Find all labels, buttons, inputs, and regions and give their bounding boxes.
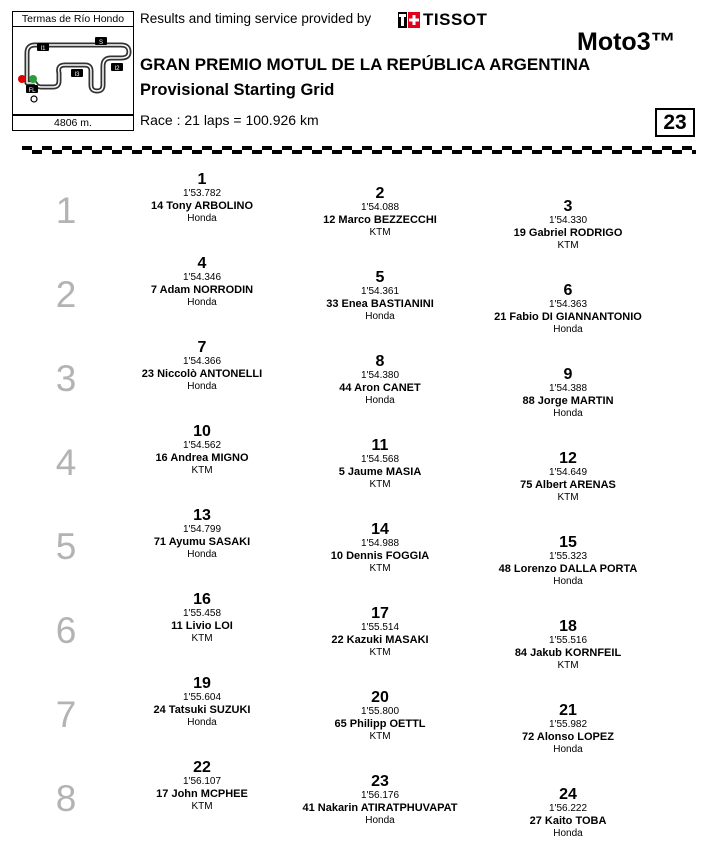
grid-position: 6 — [563, 282, 573, 299]
team-name: Honda — [553, 744, 583, 755]
lap-time: 1'54.388 — [548, 383, 588, 394]
brand-name: TISSOT — [423, 10, 488, 29]
compass-icon — [31, 96, 37, 102]
team-name: Honda — [187, 297, 217, 308]
team-name: KTM — [369, 647, 391, 658]
team-name: KTM — [369, 731, 391, 742]
grid-slot — [102, 255, 302, 309]
sector-label: FL — [28, 88, 36, 94]
lap-time: 1'55.323 — [548, 551, 588, 562]
grid-position: 7 — [197, 339, 207, 356]
team-name: KTM — [191, 465, 213, 476]
finish-marker-icon — [29, 75, 37, 83]
team-name: Honda — [553, 576, 583, 587]
team-name: KTM — [369, 479, 391, 490]
lap-time: 1'54.988 — [360, 538, 400, 549]
lap-time: 1'54.361 — [360, 286, 400, 297]
grid-slot — [468, 534, 668, 588]
lap-time: 1'54.088 — [360, 202, 400, 213]
lap-time: 1'55.604 — [182, 692, 222, 703]
grid-slot — [280, 269, 480, 323]
grid-position: 15 — [559, 534, 577, 551]
grid-slot — [280, 353, 480, 407]
sector-label: I3 — [74, 72, 80, 78]
lap-time: 1'54.799 — [182, 524, 222, 535]
lap-time: 1'54.649 — [548, 467, 588, 478]
service-text: Results and timing service provided by — [140, 11, 372, 26]
grid-slot — [280, 437, 480, 491]
grid-position: 8 — [375, 353, 385, 370]
grid-row-number: 4 — [55, 442, 77, 483]
track-name: Termas de Río Hondo — [12, 11, 134, 27]
team-name: KTM — [191, 801, 213, 812]
lap-time: 1'55.800 — [360, 706, 400, 717]
lap-time: 1'54.380 — [360, 370, 400, 381]
lap-time: 1'55.516 — [548, 635, 588, 646]
tissot-logo — [398, 10, 487, 30]
team-name: KTM — [191, 633, 213, 644]
grid-slot — [102, 759, 302, 813]
rider-name: 11 Livio LOI — [171, 620, 233, 632]
lap-time: 1'55.982 — [548, 719, 588, 730]
team-name: Honda — [187, 213, 217, 224]
grid-position: 14 — [371, 521, 389, 538]
team-name: KTM — [557, 240, 579, 251]
rider-name: 16 Andrea MIGNO — [155, 452, 249, 464]
team-name: KTM — [369, 227, 391, 238]
grid-slot — [280, 689, 480, 743]
rider-name: 7 Adam NORRODIN — [150, 284, 254, 296]
grid-position: 11 — [371, 437, 389, 454]
rider-name: 17 John MCPHEE — [156, 788, 248, 800]
rider-name: 27 Kaito TOBA — [529, 815, 607, 827]
start-marker-icon — [18, 75, 26, 83]
grid-slot — [468, 618, 668, 672]
rider-name: 33 Enea BASTIANINI — [326, 298, 434, 310]
lap-time: 1'53.782 — [182, 188, 222, 199]
sector-label: I1 — [40, 46, 46, 52]
grid-position: 22 — [193, 759, 211, 776]
grid-row-number: 8 — [55, 778, 77, 819]
grid-slot — [280, 605, 480, 659]
grid-row-number: 2 — [55, 274, 77, 315]
rider-name: 48 Lorenzo DALLA PORTA — [498, 563, 638, 575]
grid-position: 10 — [193, 423, 211, 440]
grid-position: 4 — [197, 255, 207, 272]
grid-position: 17 — [371, 605, 389, 622]
team-name: Honda — [365, 311, 395, 322]
rider-name: 71 Ayumu SASAKI — [153, 536, 251, 548]
team-name: Honda — [553, 324, 583, 335]
track-map — [12, 25, 134, 115]
grid-slot — [102, 339, 302, 393]
grid-slot — [468, 702, 668, 756]
sector-label: I2 — [114, 66, 120, 72]
grid-slot — [468, 786, 668, 840]
lap-time: 1'54.346 — [182, 272, 222, 283]
grid-position: 21 — [559, 702, 577, 719]
grid-row-number: 1 — [55, 190, 77, 231]
rider-name: 10 Dennis FOGGIA — [330, 550, 430, 562]
lap-time: 1'54.363 — [548, 299, 588, 310]
grid-position: 18 — [559, 618, 577, 635]
checkered-divider — [22, 146, 696, 154]
rider-name: 75 Albert ARENAS — [520, 479, 616, 491]
grid-row-number: 5 — [55, 526, 77, 567]
team-name: Honda — [187, 717, 217, 728]
session-title: Provisional Starting Grid — [140, 81, 335, 99]
lap-time: 1'54.366 — [182, 356, 222, 367]
team-name: KTM — [369, 563, 391, 574]
grid-position: 3 — [563, 198, 573, 215]
grid-position: 16 — [193, 591, 211, 608]
team-name: Honda — [553, 828, 583, 839]
track-map-icon — [13, 25, 133, 114]
lap-time: 1'54.330 — [548, 215, 588, 226]
class-name: Moto3™ — [577, 28, 676, 56]
rider-name: 14 Tony ARBOLINO — [150, 200, 254, 212]
grid-slot — [280, 521, 480, 575]
team-name: Honda — [187, 549, 217, 560]
grid-position: 1 — [197, 171, 207, 188]
team-name: Honda — [187, 381, 217, 392]
rider-name: 24 Tatsuki SUZUKI — [153, 704, 251, 716]
team-name: Honda — [553, 408, 583, 419]
grid-position: 19 — [193, 675, 211, 692]
grid-slot — [102, 591, 302, 645]
team-name: Honda — [365, 395, 395, 406]
lap-time: 1'54.568 — [360, 454, 400, 465]
rider-name: 22 Kazuki MASAKI — [331, 634, 429, 646]
grid-slot — [280, 773, 480, 827]
grid-slot — [280, 185, 480, 239]
rider-name: 41 Nakarin ATIRATPHUVAPAT — [302, 802, 458, 814]
rider-name: 23 Niccolò ANTONELLI — [141, 368, 263, 380]
grid-slot — [102, 423, 302, 477]
lap-time: 1'56.176 — [360, 790, 400, 801]
grid-slot — [468, 282, 668, 336]
grid-position: 2 — [375, 185, 385, 202]
lap-time: 1'55.514 — [360, 622, 400, 633]
grid-position: 24 — [559, 786, 577, 803]
team-name: Honda — [365, 815, 395, 826]
grid-position: 20 — [371, 689, 389, 706]
lap-time: 1'56.222 — [548, 803, 588, 814]
rider-name: 44 Aron CANET — [339, 382, 421, 394]
grid-row-number: 3 — [55, 358, 77, 399]
lap-time: 1'56.107 — [182, 776, 222, 787]
sector-label: S — [98, 40, 104, 46]
rider-name: 5 Jaume MASIA — [338, 466, 422, 478]
grid-slot — [102, 675, 302, 729]
race-info: Race : 21 laps = 100.926 km — [140, 112, 319, 128]
grid-slot — [102, 507, 302, 561]
rider-name: 72 Alonso LOPEZ — [522, 731, 614, 743]
page-number: 23 — [655, 108, 695, 137]
grid-position: 5 — [375, 269, 385, 286]
grid-position: 23 — [371, 773, 389, 790]
grid-slot — [468, 450, 668, 504]
tissot-cross-icon — [398, 12, 420, 28]
grid-position: 13 — [193, 507, 211, 524]
rider-name: 88 Jorge MARTIN — [522, 395, 614, 407]
rider-name: 21 Fabio DI GIANNANTONIO — [494, 311, 642, 323]
rider-name: 84 Jakub KORNFEIL — [514, 647, 622, 659]
track-length: 4806 m. — [12, 115, 134, 131]
grid-slot — [468, 366, 668, 420]
rider-name: 12 Marco BEZZECCHI — [323, 214, 437, 226]
team-name: KTM — [557, 492, 579, 503]
grid-row-number: 6 — [55, 610, 77, 651]
team-name: KTM — [557, 660, 579, 671]
lap-time: 1'54.562 — [182, 440, 222, 451]
lap-time: 1'55.458 — [182, 608, 222, 619]
grid-position: 12 — [559, 450, 577, 467]
rider-name: 19 Gabriel RODRIGO — [513, 227, 623, 239]
grid-slot — [102, 171, 302, 225]
event-title: GRAN PREMIO MOTUL DE LA REPÚBLICA ARGENTINA — [140, 55, 591, 74]
grid-row-number: 7 — [55, 694, 77, 735]
rider-name: 65 Philipp OETTL — [334, 718, 426, 730]
grid-position: 9 — [563, 366, 573, 383]
grid-slot — [468, 198, 668, 252]
